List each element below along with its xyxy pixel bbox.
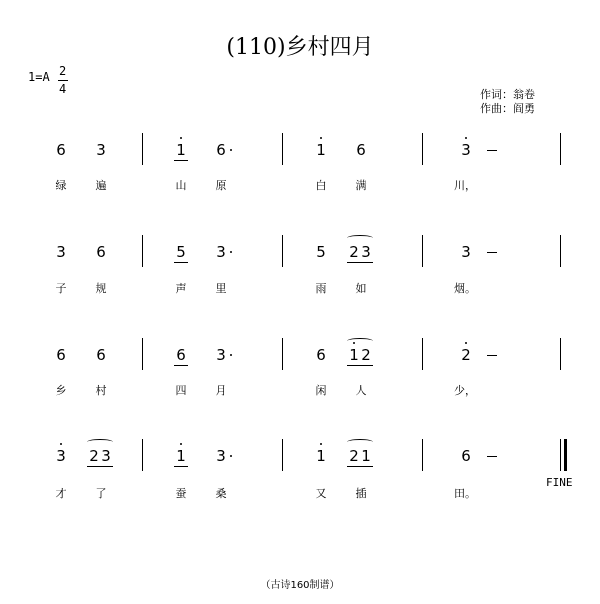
time-signature-top: 2	[59, 64, 67, 78]
eighth-underline	[359, 466, 373, 467]
lyric-char: 又	[315, 487, 327, 500]
octave-dot-above	[60, 443, 62, 445]
note: 3	[56, 243, 66, 261]
fine-marker: FINE	[546, 476, 573, 489]
lyric-char: 白	[315, 179, 327, 192]
octave-dot-above	[180, 137, 182, 139]
augmentation-dot	[230, 149, 232, 151]
key-signature: 1=A	[28, 70, 50, 84]
note: 6	[56, 346, 66, 364]
lyric-char: 子	[55, 282, 67, 295]
slur	[347, 439, 373, 445]
augmentation-dot	[230, 354, 232, 356]
lyric-char: 遍	[95, 179, 107, 192]
slur	[87, 439, 113, 445]
lyric-char: 闲	[315, 384, 327, 397]
lyric-char: 才	[55, 487, 67, 500]
note: 2	[89, 447, 99, 465]
note: 1	[316, 447, 326, 465]
lyric-char: 雨	[315, 282, 327, 295]
augmentation-dot	[230, 251, 232, 253]
note: 1	[176, 447, 186, 465]
note: 3	[56, 447, 66, 465]
note: 2	[461, 346, 471, 364]
octave-dot-above	[180, 443, 182, 445]
barline	[422, 338, 423, 370]
lyric-char: 月	[215, 384, 227, 397]
note: 2	[349, 243, 359, 261]
note: 6	[461, 447, 471, 465]
barline	[282, 338, 283, 370]
final-barline-thin	[560, 439, 561, 471]
lyric-char: 绿	[55, 179, 67, 192]
lyric-char: 村	[95, 384, 107, 397]
note: 6	[56, 141, 66, 159]
note: 3	[461, 243, 471, 261]
lyric-char: 蚕	[175, 487, 187, 500]
sustain-dash	[487, 150, 497, 151]
note: 3	[461, 141, 471, 159]
barline	[282, 235, 283, 267]
lyric-char: 了	[95, 487, 107, 500]
footer-note: （古诗160制谱）	[260, 580, 340, 591]
sustain-dash	[487, 252, 497, 253]
lyric-char: 川，	[454, 179, 476, 192]
barline	[142, 235, 143, 267]
lyric-char: 少，	[454, 384, 476, 397]
lyric-char: 田。	[454, 487, 476, 500]
lyricist-credit: 作词：翁卷	[480, 88, 535, 101]
note: 6	[96, 346, 106, 364]
lyric-char: 烟。	[454, 282, 476, 295]
note: 6	[96, 243, 106, 261]
composer-credit: 作曲：阎勇	[480, 102, 535, 115]
note: 1	[361, 447, 371, 465]
note: 6	[216, 141, 226, 159]
note: 3	[96, 141, 106, 159]
lyric-char: 原	[215, 179, 227, 192]
note: 3	[361, 243, 371, 261]
sustain-dash	[487, 355, 497, 356]
eighth-underline	[359, 262, 373, 263]
eighth-underline	[99, 466, 113, 467]
barline	[422, 439, 423, 471]
final-barline-thick	[564, 439, 567, 471]
note: 5	[176, 243, 186, 261]
eighth-underline	[174, 466, 188, 467]
note: 1	[176, 141, 186, 159]
time-signature-bottom: 4	[59, 82, 67, 96]
octave-dot-above	[465, 342, 467, 344]
eighth-underline	[174, 365, 188, 366]
barline	[422, 133, 423, 165]
lyric-char: 里	[215, 282, 227, 295]
sustain-dash	[487, 456, 497, 457]
lyric-char: 四	[175, 384, 187, 397]
barline	[560, 338, 561, 370]
barline	[142, 439, 143, 471]
lyric-char: 乡	[55, 384, 67, 397]
octave-dot-above	[465, 137, 467, 139]
octave-dot-above	[320, 137, 322, 139]
note: 2	[349, 447, 359, 465]
lyric-char: 桑	[215, 487, 227, 500]
octave-dot-above	[320, 443, 322, 445]
barline	[560, 133, 561, 165]
lyric-char: 人	[355, 384, 367, 397]
eighth-underline	[359, 365, 373, 366]
note: 6	[176, 346, 186, 364]
lyric-char: 插	[355, 487, 367, 500]
eighth-underline	[174, 160, 188, 161]
note: 3	[216, 346, 226, 364]
barline	[142, 133, 143, 165]
lyric-char: 满	[355, 179, 367, 192]
slur	[347, 235, 373, 241]
note: 1	[349, 346, 359, 364]
note: 1	[316, 141, 326, 159]
note: 3	[101, 447, 111, 465]
lyric-char: 声	[175, 282, 187, 295]
note: 2	[361, 346, 371, 364]
barline	[560, 235, 561, 267]
barline	[422, 235, 423, 267]
lyric-char: 如	[355, 282, 367, 295]
slur	[347, 338, 373, 344]
song-title: (110)乡村四月	[226, 35, 374, 60]
note: 6	[316, 346, 326, 364]
barline	[282, 439, 283, 471]
note: 3	[216, 243, 226, 261]
lyric-char: 规	[95, 282, 107, 295]
time-signature-line	[58, 80, 68, 81]
barline	[282, 133, 283, 165]
eighth-underline	[174, 262, 188, 263]
lyric-char: 山	[175, 179, 187, 192]
barline	[142, 338, 143, 370]
augmentation-dot	[230, 455, 232, 457]
note: 6	[356, 141, 366, 159]
note: 3	[216, 447, 226, 465]
note: 5	[316, 243, 326, 261]
